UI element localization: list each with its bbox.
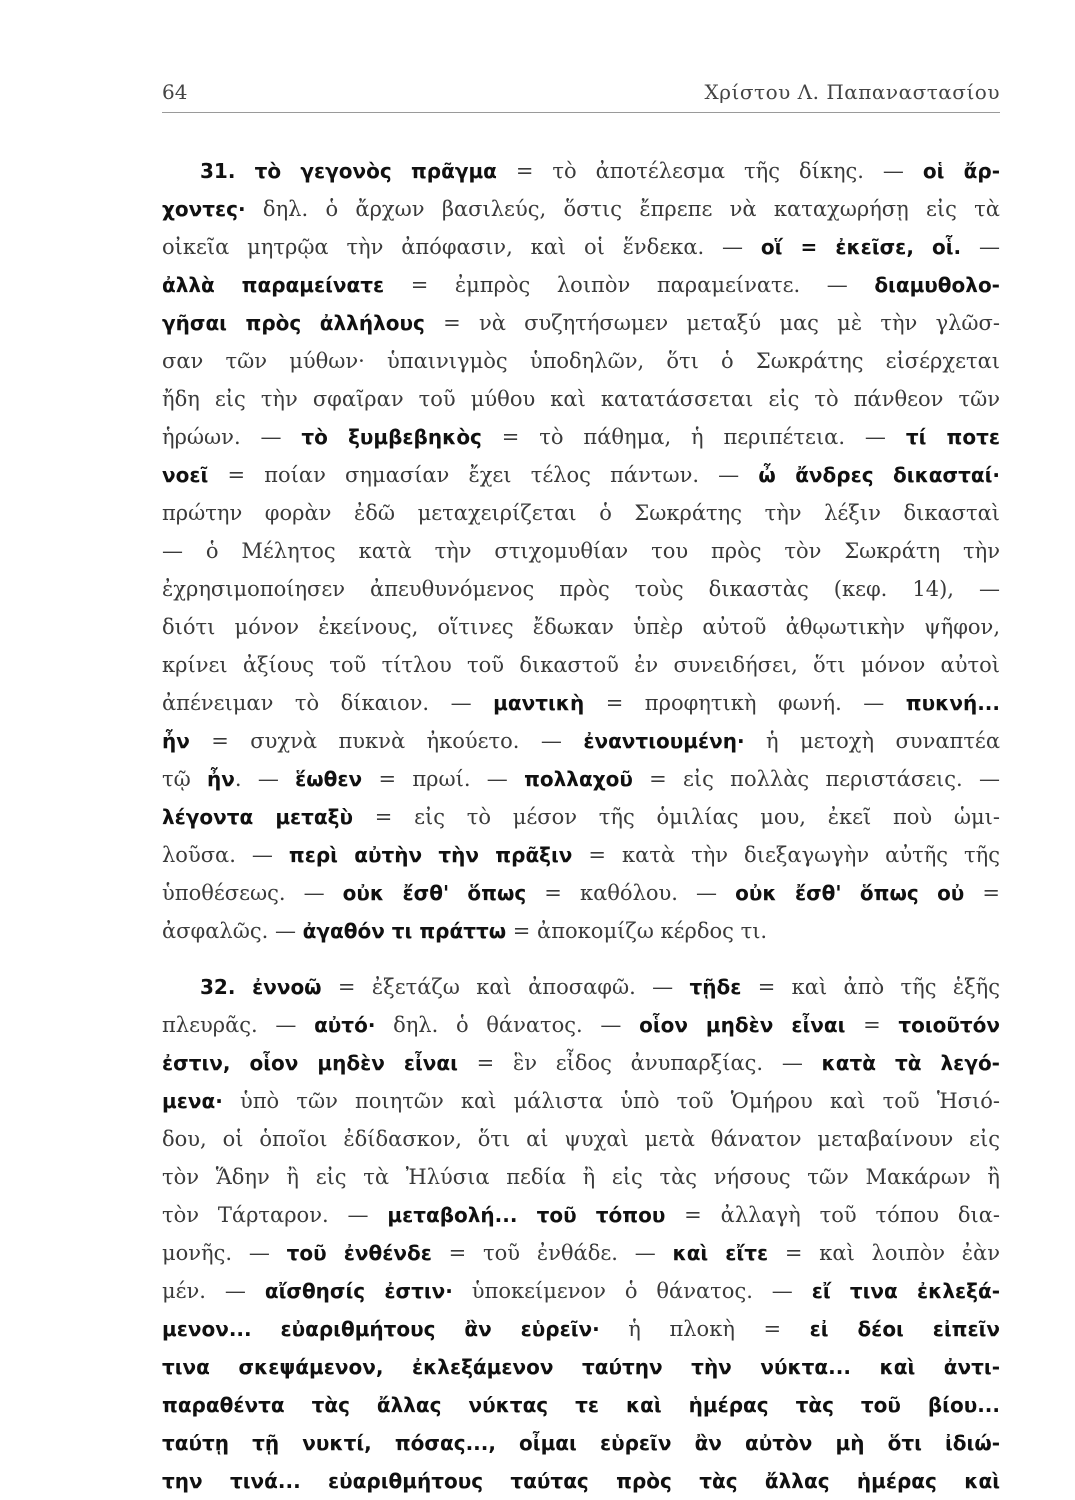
lemma-term: την τινά... εὐαριθμήτους ταύτας πρὸς τὰς ἄλλας ἡμέρας καὶ [162, 1469, 1000, 1493]
text-line [162, 190, 1000, 228]
gloss-text: πρώτην φορὰν ἐδῶ μεταχειρίζεται ὁ Σωκράτης τὴν λέξιν δικασταὶ [162, 501, 1000, 525]
lemma-term: κατὰ τὰ λεγό- [821, 1051, 1000, 1075]
gloss-text: ἡ πλοκὴ = [599, 1317, 810, 1341]
text-line [162, 1424, 1000, 1462]
lemma-term: ἀγαθόν τι πράττω [302, 919, 507, 943]
lemma-term: εἰ δέοι εἰπεῖν [809, 1317, 1001, 1341]
text-line [200, 152, 1000, 190]
gloss-text: τὸν Τάρταρον. — [162, 1203, 388, 1227]
lemma-term: καὶ εἴτε [672, 1241, 769, 1265]
lemma-term: ἦν [207, 767, 235, 791]
gloss-text: κρίνει ἀξίους τοῦ τίτλου τοῦ δικαστοῦ ἐν συνειδήσει, ὅτι μόνον αὐτοὶ [162, 653, 1000, 677]
lemma-term: πυκνή... [905, 691, 1000, 715]
text-line [162, 342, 1000, 380]
lemma-term: πολλαχοῦ [524, 767, 633, 791]
lemma-term: οὐκ ἔσθ' ὅπως [342, 881, 527, 905]
gloss-text: = ἐξετάζω καὶ ἀποσαφῶ. — [321, 975, 690, 999]
gloss-text: ἀπένειμαν τὸ δίκαιον. — [162, 691, 494, 715]
text-line [162, 228, 1000, 266]
running-head: Χρίστου Λ. Παπαναστασίου [704, 80, 1000, 104]
text-line [162, 684, 1000, 722]
gloss-text: δου, οἱ ὁποῖοι ἐδίδασκον, ὅτι αἱ ψυχαὶ μετὰ θάνατον μεταβαίνουν εἰς [162, 1127, 1000, 1151]
gloss-text: λοῦσα. — [162, 843, 289, 867]
lemma-term: ταύτῃ τῇ νυκτί, πόσας..., οἶμαι εὑρεῖν ἂν αὐτὸν μὴ ὅτι ἰδιώ- [162, 1431, 1000, 1455]
lemma-term: 32. ἐννοῶ [200, 975, 322, 999]
page-header [162, 76, 1000, 113]
lemma-term: τοῦ ἐνθένδε [286, 1241, 432, 1265]
lemma-term: τινα σκεψάμενον, ἐκλεξάμενον ταύτην τὴν νύκτα... καὶ ἀντι- [162, 1355, 1000, 1379]
lemma-term: τῇδε [689, 975, 742, 999]
gloss-text: = κατὰ τὴν διεξαγωγὴν αὐτῆς τῆς [572, 843, 1000, 867]
gloss-text: ἤδη εἰς τὴν σφαῖραν τοῦ μύθου καὶ κατατάσσεται εἰς τὸ πάνθεον τῶν [162, 387, 1000, 411]
gloss-text: = καὶ λοιπὸν ἐὰν [768, 1241, 1001, 1265]
text-line [162, 1348, 1000, 1386]
gloss-text: = προφητικὴ φωνή. — [584, 691, 906, 715]
gloss-text: ἀσφαλῶς. — [162, 919, 303, 943]
gloss-text: — [961, 235, 1000, 259]
gloss-text: τῷ [162, 767, 208, 791]
lemma-term: οἷον μηδὲν εἶναι [639, 1013, 846, 1037]
gloss-text: = [845, 1013, 899, 1037]
text-line [162, 608, 1000, 646]
lemma-term: οἵ = ἐκεῖσε, οἷ. [760, 235, 962, 259]
text-line [162, 1386, 1000, 1424]
lemma-term: γῆσαι πρὸς ἀλλήλους [162, 311, 425, 335]
gloss-text: διότι μόνον ἐκείνους, οἵτινες ἔδωκαν ὑπὲρ αὐτοῦ ἀθῳωτικὴν ψῆφον, [162, 615, 1000, 639]
gloss-text: = καὶ ἀπὸ τῆς ἑξῆς [741, 975, 1001, 999]
gloss-text: σαν τῶν μύθων· ὑπαινιγμὸς ὑποδηλῶν, ὅτι ὁ Σωκράτης εἰσέρχεται [162, 349, 1000, 373]
gloss-text: = ἀλλαγὴ τοῦ τόπου δια- [665, 1203, 1000, 1227]
lemma-term: τὸ ξυμβεβηκὸς [301, 425, 482, 449]
lemma-term: ἦν [162, 729, 190, 753]
lemma-term: περὶ αὐτὴν τὴν πρᾶξιν [288, 843, 573, 867]
text-line [162, 570, 1000, 608]
gloss-text: = πρωί. — [362, 767, 525, 791]
lemma-term: οἱ ἄρ- [922, 159, 1000, 183]
lemma-term: ὦ ἄνδρες δικασταί· [758, 463, 1001, 487]
text-line [162, 798, 1000, 836]
gloss-text: δηλ. ὁ ἄρχων βασιλεύς, ὅστις ἔπρεπε νὰ καταχωρήσῃ εἰς τὰ [245, 197, 1000, 221]
gloss-text: = [964, 881, 1000, 905]
gloss-text: πλευρᾶς. — [162, 1013, 315, 1037]
gloss-text: . — [234, 767, 296, 791]
text-line [162, 380, 1000, 418]
gloss-text: ὑποκείμενον ὁ θάνατος. — [452, 1279, 812, 1303]
lemma-term: χοντες· [162, 197, 246, 221]
text-line [162, 266, 1000, 304]
gloss-text: ἐχρησιμοποίησεν ἀπευθυνόμενος πρὸς τοὺς δικαστὰς (κεφ. 14), — [162, 577, 1000, 601]
gloss-text: = ἓν εἶδος ἀνυπαρξίας. — [457, 1051, 822, 1075]
text-line [162, 1044, 1000, 1082]
gloss-text: ἡ μετοχὴ συναπτέα [744, 729, 1000, 753]
text-line [162, 1272, 1000, 1310]
text-line [162, 722, 1000, 760]
text-line [162, 1006, 1000, 1044]
gloss-text: δηλ. ὁ θάνατος. — [375, 1013, 640, 1037]
gloss-text: ὑπὸ τῶν ποιητῶν καὶ μάλιστα ὑπὸ τοῦ Ὁμήρου καὶ τοῦ Ἡσιό- [222, 1089, 1000, 1113]
text-line [162, 1158, 1000, 1196]
text-line [162, 494, 1000, 532]
gloss-text: = ἀποκομίζω κέρδος τι. [506, 919, 768, 943]
gloss-text: = νὰ συζητήσωμεν μεταξύ μας μὲ τὴν γλῶσ- [424, 311, 1000, 335]
gloss-text: ἡρώων. — [162, 425, 302, 449]
text-line [162, 1234, 1000, 1272]
gloss-text: = τὸ ἀποτέλεσμα τῆς δίκης. — [496, 159, 923, 183]
lemma-term: λέγοντα μεταξὺ [162, 805, 353, 829]
lemma-term: ἐναντιουμένη· [583, 729, 745, 753]
text-line [162, 1082, 1000, 1120]
lemma-term: οὐκ ἔσθ' ὅπως οὐ [735, 881, 965, 905]
text-line [162, 836, 1000, 874]
text-line [162, 1310, 1000, 1348]
lemma-term: εἴ τινα ἐκλεξά- [811, 1279, 1000, 1303]
text-line [162, 304, 1000, 342]
gloss-text: = τοῦ ἐνθάδε. — [431, 1241, 673, 1265]
text-line [162, 760, 1000, 798]
text-line [162, 532, 1000, 570]
lemma-term: μενον... εὐαριθμήτους ἂν εὑρεῖν· [162, 1317, 600, 1341]
lemma-term: ἕωθεν [295, 767, 363, 791]
page-number: 64 [162, 80, 188, 104]
lemma-term: νοεῖ [162, 463, 209, 487]
text-line [162, 912, 1000, 950]
lemma-term: μαντικὴ [493, 691, 585, 715]
gloss-text: μονῆς. — [162, 1241, 287, 1265]
gloss-text: μέν. — [162, 1279, 265, 1303]
gloss-text: τὸν Ἅδην ἢ εἰς τὰ Ἠλύσια πεδία ἢ εἰς τὰς νήσους τῶν Μακάρων ἢ [162, 1165, 1000, 1189]
lemma-term: τί ποτε [905, 425, 1000, 449]
gloss-text: = καθόλου. — [526, 881, 736, 905]
gloss-text: = εἰς τὸ μέσον τῆς ὁμιλίας μου, ἐκεῖ ποὺ ὡμι- [353, 805, 1001, 829]
gloss-text: οἰκεῖα μητρῷα τὴν ἀπόφασιν, καὶ οἱ ἕνδεκα. — [162, 235, 761, 259]
lemma-term: μεταβολή... τοῦ τόπου [387, 1203, 666, 1227]
gloss-text: — ὁ Μέλητος κατὰ τὴν στιχομυθίαν του πρὸς τὸν Σωκράτη τὴν [162, 539, 1000, 563]
text-line [162, 646, 1000, 684]
text-line [200, 968, 1000, 1006]
text-line [162, 1462, 1000, 1500]
lemma-term: παραθέντα τὰς ἄλλας νύκτας τε καὶ ἡμέρας τὰς τοῦ βίου... [162, 1393, 1000, 1417]
lemma-term: ἐστιν, οἷον μηδὲν εἶναι [162, 1051, 458, 1075]
lemma-term: αἴσθησίς ἐστιν· [264, 1279, 453, 1303]
lemma-term: ἀλλὰ παραμείνατε [162, 273, 385, 297]
gloss-text: = εἰς πολλὰς περιστάσεις. — [632, 767, 1001, 791]
text-line [162, 1196, 1000, 1234]
text-line [162, 874, 1000, 912]
gloss-text: = ποίαν σημασίαν ἔχει τέλος πάντων. — [208, 463, 759, 487]
lemma-term: τοιοῦτόν [898, 1013, 1001, 1037]
gloss-text: = τὸ πάθημα, ἡ περιπέτεια. — [481, 425, 906, 449]
lemma-term: 31. τὸ γεγονὸς πρᾶγμα [200, 159, 497, 183]
lemma-term: αὐτό· [314, 1013, 376, 1037]
lemma-term: μενα· [162, 1089, 223, 1113]
gloss-text: ὑποθέσεως. — [162, 881, 343, 905]
gloss-text: = ἐμπρὸς λοιπὸν παραμείνατε. — [384, 273, 875, 297]
text-line [162, 418, 1000, 456]
text-line [162, 456, 1000, 494]
text-line [162, 1120, 1000, 1158]
gloss-text: = συχνὰ πυκνὰ ἠκούετο. — [189, 729, 584, 753]
lemma-term: διαμυθολο- [874, 273, 1000, 297]
